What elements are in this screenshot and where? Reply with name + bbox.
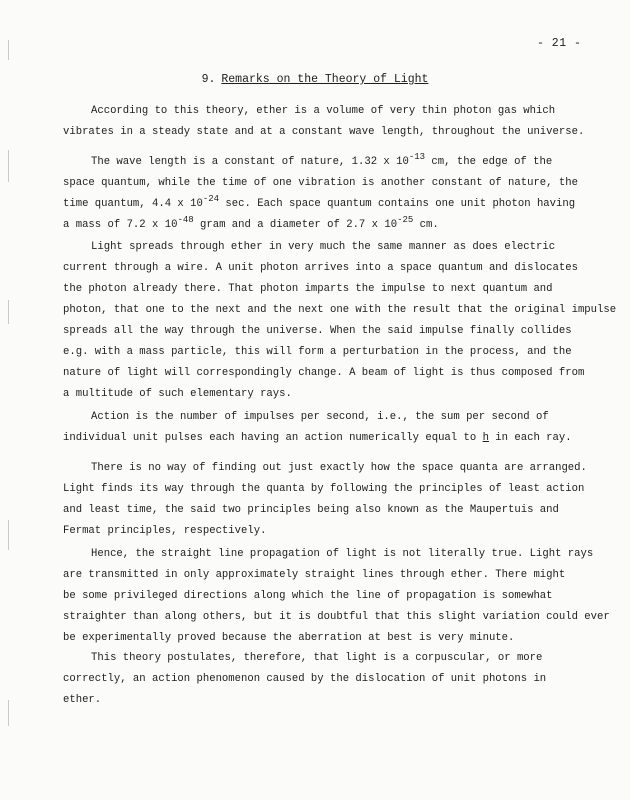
text-line: be experimentally proved because the aberration at best is very minute. — [63, 632, 515, 644]
margin-mark — [8, 520, 9, 550]
text-line: vibrates in a steady state and at a constant wave length, throughout the universe. — [63, 126, 585, 138]
text-line: Action is the number of impulses per second, i.e., the sum per second of — [91, 411, 549, 423]
text-line: ether. — [63, 694, 102, 706]
text-line: a mass of 7.2 x $10^{-48}$ gram and a diameter of 2.7 x $10^{-25}$ cm. — [63, 215, 439, 231]
text-line: There is no way of finding out just exactly how the space quanta are arranged. — [91, 462, 587, 474]
margin-mark — [8, 300, 9, 324]
paragraph-1 — [63, 101, 585, 143]
paragraph-5 — [63, 458, 587, 542]
text-line: The wave length is a constant of nature, 1.32 x $10^{-13}$ cm, the edge of the — [91, 152, 553, 168]
margin-mark — [8, 150, 9, 182]
text-line: space quantum, while the time of one vibration is another constant of nature, the — [63, 177, 578, 189]
text-line: straighter than along others, but it is doubtful that this slight variation could ever — [63, 611, 610, 623]
paragraph-2 — [63, 152, 578, 236]
text-line: time quantum, 4.4 x $10^{-24}$ sec. Each space quantum contains one unit photon having — [63, 194, 576, 210]
section-number: 9. — [201, 73, 216, 86]
text-line: Fermat principles, respectively. — [63, 525, 267, 537]
text-line: e.g. with a mass particle, this will form a perturbation in the process, and the — [63, 346, 572, 358]
margin-mark — [8, 40, 9, 60]
text-line: Light finds its way through the quanta by following the principles of least action — [63, 483, 585, 495]
text-line: correctly, an action phenomenon caused by the dislocation of unit photons in — [63, 673, 547, 685]
text-line: This theory postulates, therefore, that light is a corpuscular, or more — [91, 652, 543, 664]
section-title-text: Remarks on the Theory of Light — [221, 73, 429, 86]
paragraph-7 — [63, 648, 571, 711]
paragraph-3 — [63, 237, 617, 405]
text-line: a multitude of such elementary rays. — [63, 388, 292, 400]
text-line: be some privileged directions along which the line of propagation is somewhat — [63, 590, 553, 602]
text-line: spreads all the way through the universe. When the said impulse finally collides — [63, 325, 572, 337]
page-number: - 21 - — [537, 37, 582, 50]
section-title — [0, 73, 630, 86]
text-line: photon, that one to the next and the next one with the result that the original impulse — [63, 304, 617, 316]
text-line: are transmitted in only approximately straight lines through ether. There might — [63, 569, 566, 581]
text-line: nature of light will correspondingly change. A beam of light is thus composed from — [63, 367, 585, 379]
text-line: and least time, the said two principles being also known as the Maupertuis and — [63, 504, 559, 516]
text-line: individual unit pulses each having an action numerically equal to h in each ray. — [63, 432, 572, 444]
paragraph-6 — [63, 544, 610, 649]
paragraph-4 — [63, 407, 571, 449]
text-line: According to this theory, ether is a volume of very thin photon gas which — [91, 105, 556, 117]
text-line: current through a wire. A unit photon arrives into a space quantum and dislocates — [63, 262, 578, 274]
text-line: Hence, the straight line propagation of light is not literally true. Light rays — [91, 548, 594, 560]
text-line: Light spreads through ether in very much the same manner as does electric — [91, 241, 556, 253]
margin-mark — [8, 700, 9, 726]
text-line: the photon already there. That photon imparts the impulse to next quantum and — [63, 283, 553, 295]
